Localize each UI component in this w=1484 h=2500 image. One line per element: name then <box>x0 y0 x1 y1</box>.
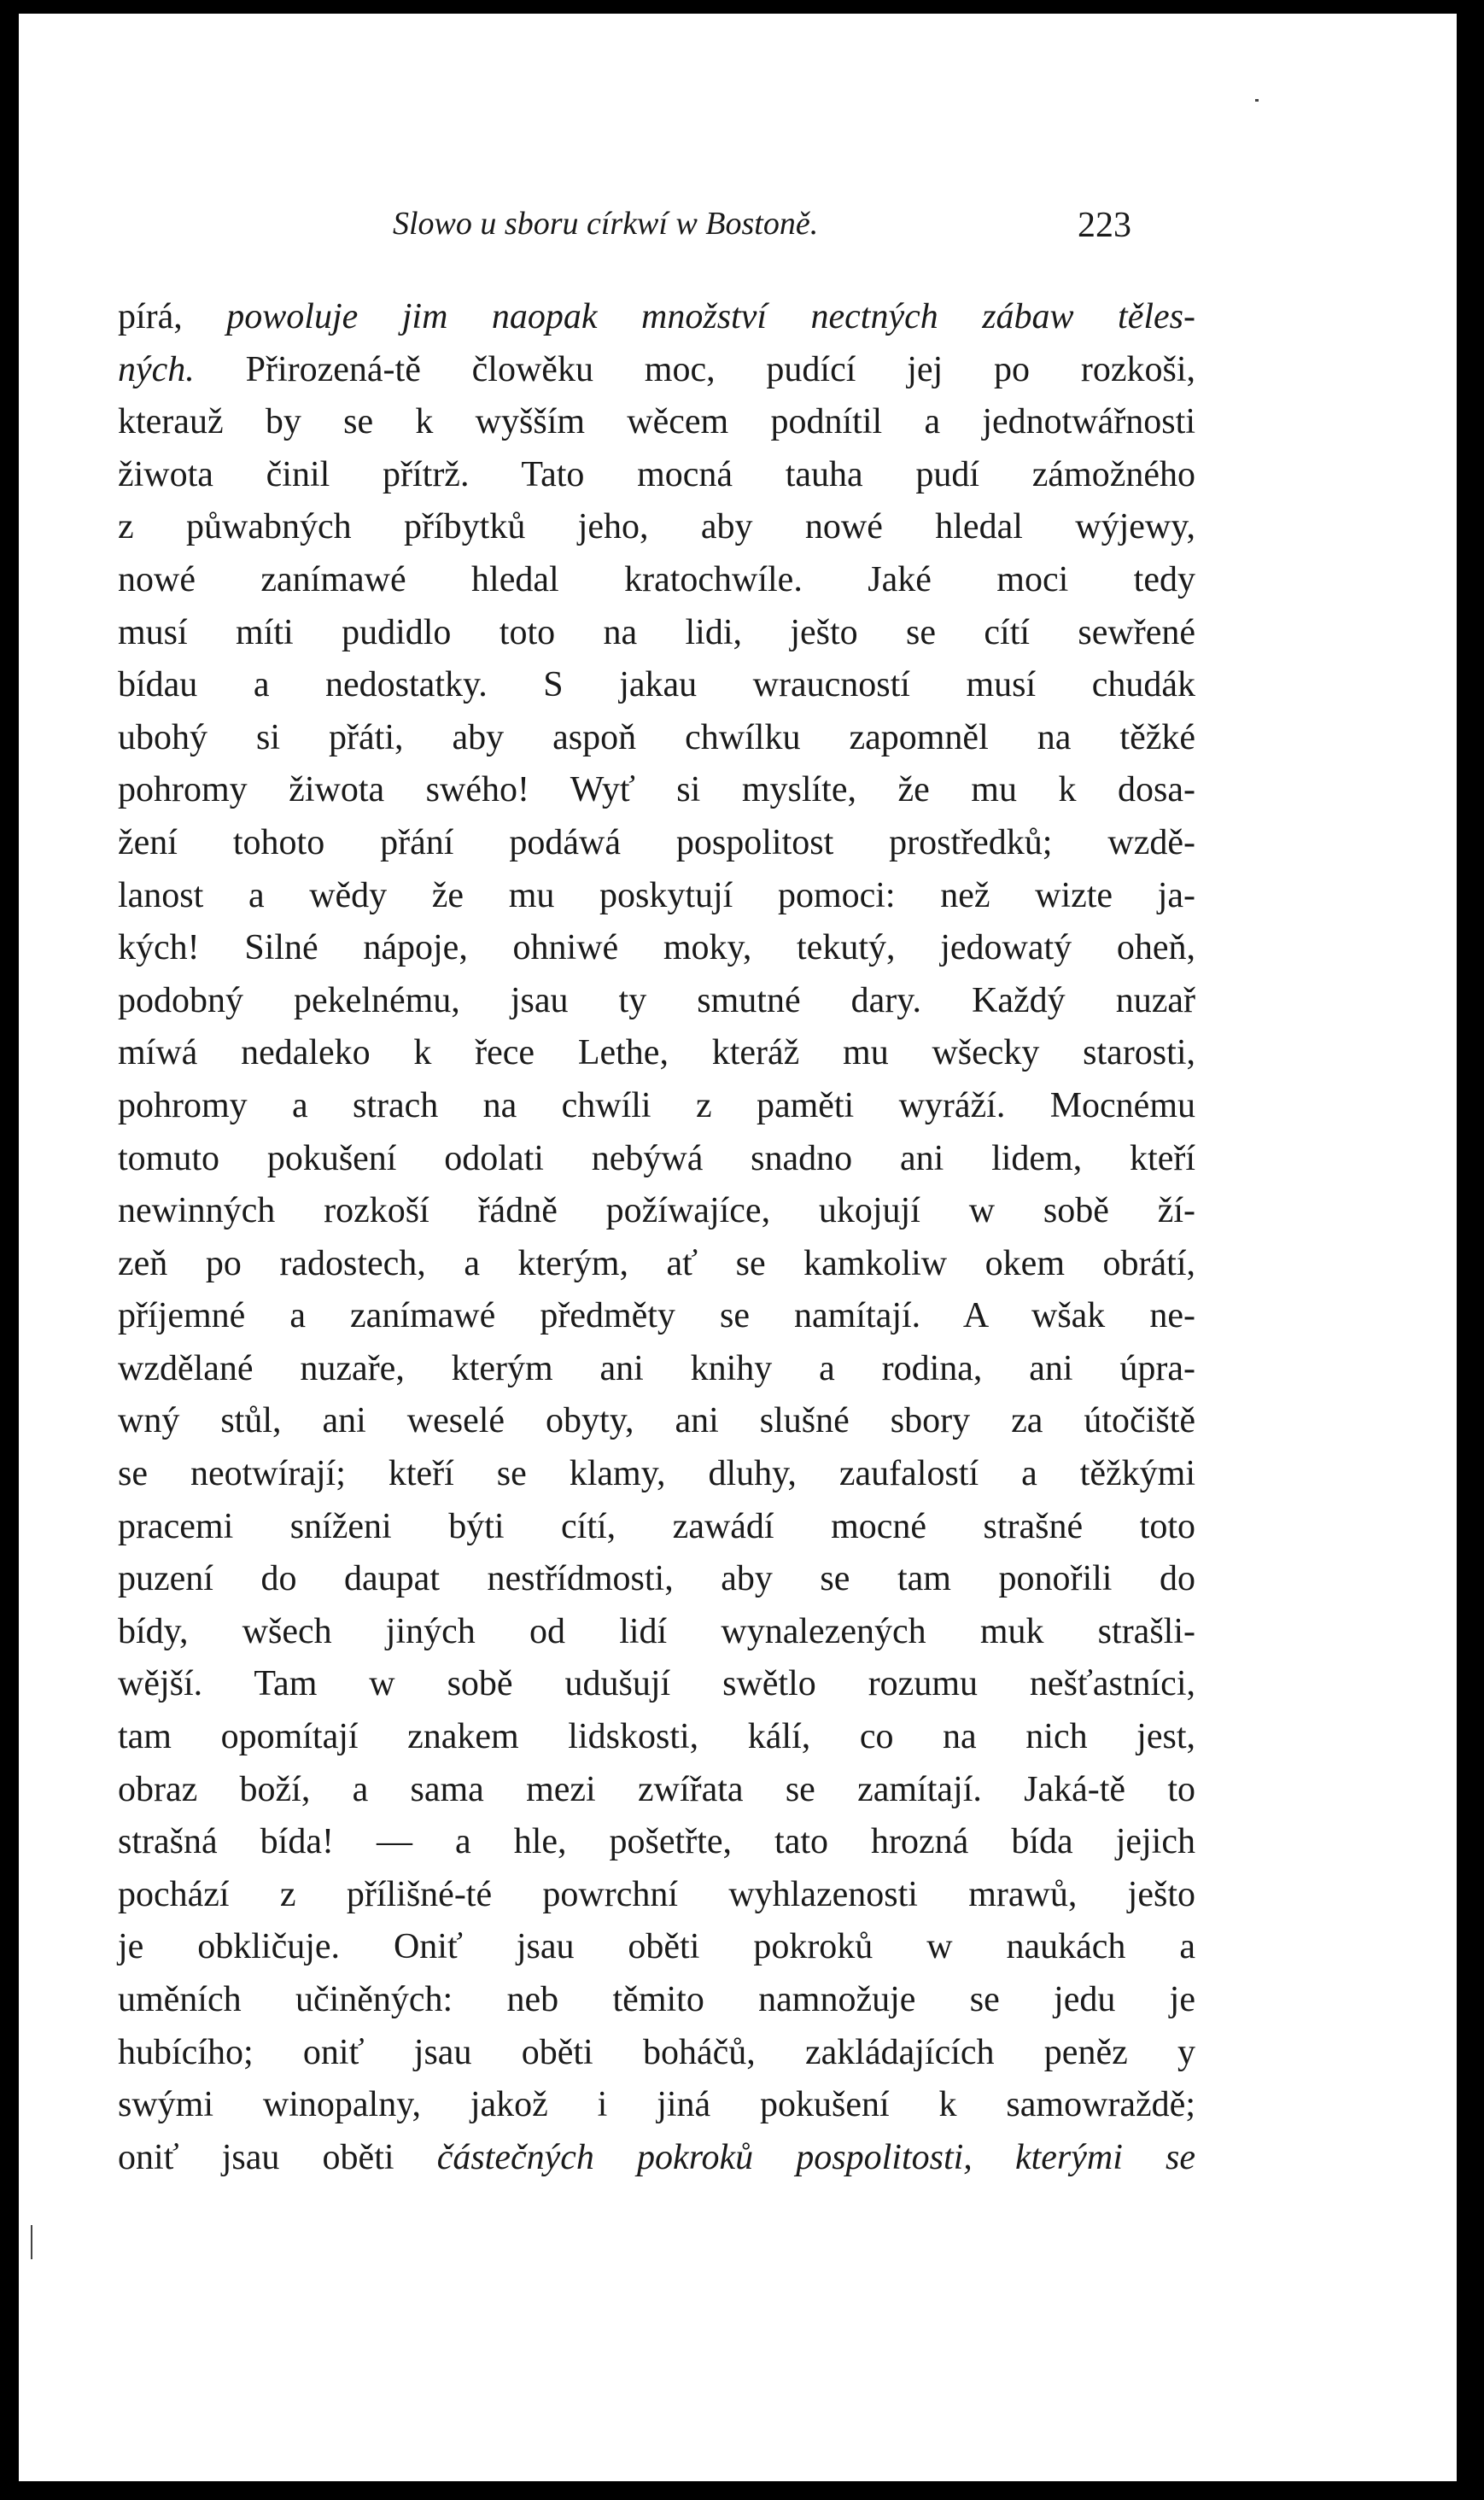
text-segment: musí míti pudidlo toto na lidi, ješto se cítí sewřené <box>118 612 1195 652</box>
text-segment: míwá nedaleko k řece Lethe, kteráž mu wšecky starosti, <box>118 1033 1195 1073</box>
text-line <box>118 554 1195 607</box>
text-segment: podobný pekelnému, jsau ty smutné dary. Každý nuzař <box>118 980 1195 1020</box>
text-segment: zeň po radostech, a kterým, ať se kamkoliw okem obrátí, <box>118 1243 1195 1283</box>
text-segment: oniť jsau oběti <box>118 2137 437 2177</box>
margin-mark <box>31 2225 32 2259</box>
text-segment: příjemné a zanímawé předměty se namítají. A wšak ne- <box>118 1296 1195 1336</box>
text-segment: částečných pokroků pospolitosti, kterými se <box>436 2137 1196 2177</box>
text-segment: newinných rozkoší řádně požíwajíce, ukojují w sobě ží- <box>118 1191 1195 1231</box>
text-segment: je obkličuje. Oniť jsau oběti pokroků w naukách a <box>118 1927 1195 1967</box>
page-number: 223 <box>1078 206 1131 245</box>
text-line <box>118 2027 1195 2080</box>
margin-mark <box>1255 99 1259 102</box>
text-line <box>118 396 1195 449</box>
text-line <box>118 1343 1195 1396</box>
text-segment: lanost a wědy že mu poskytují pomoci: než wizte ja- <box>118 875 1195 915</box>
text-line <box>118 764 1195 817</box>
text-segment: kých! Silné nápoje, ohniwé moky, tekutý, jedowatý oheň, <box>118 928 1195 968</box>
text-line <box>118 291 1195 344</box>
text-segment: tomuto pokušení odolati nebýwá snadno ani lidem, kteří <box>118 1138 1195 1178</box>
text-segment: Přirozená-tě člowěku moc, pudící jej po rozkoši, <box>194 349 1195 389</box>
text-line <box>118 1658 1195 1711</box>
body-text <box>118 291 1195 2184</box>
text-segment: ných. <box>118 349 195 389</box>
text-line <box>118 501 1195 554</box>
text-segment: obraz boží, a sama mezi zwířata se zamítají. Jaká-tě to <box>118 1769 1195 1809</box>
text-segment: uměních učiněných: neb těmito namnožuje se jedu je <box>118 1980 1195 2019</box>
text-segment: pohromy a strach na chwíli z paměti wyráží. Mocnému <box>118 1085 1195 1125</box>
text-line <box>118 1290 1195 1343</box>
text-line <box>118 1816 1195 1869</box>
text-line <box>118 1185 1195 1238</box>
text-line <box>118 344 1195 397</box>
text-segment: pírá, <box>118 297 227 336</box>
running-title: Slowo u sboru církwí w Bostoně. <box>393 206 819 242</box>
text-line <box>118 817 1195 870</box>
text-line <box>118 2079 1195 2132</box>
text-line <box>118 1553 1195 1606</box>
text-segment: pohromy žiwota swého! Wyť si myslíte, že mu k dosa- <box>118 770 1195 810</box>
text-segment: bídau a nedostatky. S jakau wraucností musí chudák <box>118 665 1195 705</box>
text-line <box>118 1869 1195 1922</box>
page-header <box>19 205 1457 256</box>
text-line <box>118 712 1195 765</box>
text-line <box>118 1133 1195 1186</box>
text-segment: kterauž by se k wyšším wěcem podnítil a jednotwářnosti <box>118 402 1195 442</box>
text-segment: pracemi sníženi býti cítí, zawádí mocné strašné toto <box>118 1506 1195 1546</box>
text-line <box>118 1448 1195 1501</box>
text-segment: se neotwírají; kteří se klamy, dluhy, zaufalostí a těžkými <box>118 1454 1195 1494</box>
text-line <box>118 1395 1195 1448</box>
text-segment: strašná bída! — a hle, pošetřte, tato hrozná bída jejich <box>118 1822 1195 1862</box>
text-segment: swými winopalny, jakož i jiná pokušení k samowraždě; <box>118 2085 1195 2125</box>
text-segment: bídy, wšech jiných od lidí wynalezených muk strašli- <box>118 1611 1195 1651</box>
text-line <box>118 870 1195 923</box>
text-line <box>118 1501 1195 1554</box>
text-line <box>118 659 1195 712</box>
text-line <box>118 1238 1195 1291</box>
book-page <box>19 14 1457 2481</box>
text-line <box>118 975 1195 1028</box>
text-line <box>118 1080 1195 1133</box>
text-line <box>118 607 1195 660</box>
text-segment: wější. Tam w sobě udušují swětlo rozumu nešťastníci, <box>118 1664 1195 1704</box>
text-line <box>118 449 1195 502</box>
text-segment: ubohý si přáti, aby aspoň chwílku zapomněl na těžké <box>118 717 1195 757</box>
text-line <box>118 1921 1195 1974</box>
text-segment: nowé zanímawé hledal kratochwíle. Jaké moci tedy <box>118 559 1195 599</box>
text-segment: z půwabných příbytků jeho, aby nowé hledal wýjewy, <box>118 507 1195 547</box>
text-segment: powoluje jim naopak množství nectných zábaw těles- <box>226 297 1195 336</box>
text-line <box>118 1606 1195 1659</box>
text-segment: žení tohoto přání podáwá pospolitost prostředků; wzdě- <box>118 822 1195 862</box>
text-line <box>118 1764 1195 1817</box>
text-segment: wzdělané nuzaře, kterým ani knihy a rodina, ani úpra- <box>118 1348 1195 1388</box>
text-segment: puzení do daupat nestřídmosti, aby se tam ponořili do <box>118 1559 1195 1599</box>
text-line <box>118 1711 1195 1764</box>
text-segment: wný stůl, ani weselé obyty, ani slušné sbory za útočiště <box>118 1401 1195 1441</box>
text-segment: hubícího; oniť jsau oběti boháčů, zakládajících peněz y <box>118 2032 1195 2072</box>
text-line <box>118 1027 1195 1080</box>
text-segment: žiwota činil přítrž. Tato mocná tauha pudí zámožného <box>118 454 1195 494</box>
text-segment: pochází z přílišné-té powrchní wyhlazenosti mrawů, ješto <box>118 1874 1195 1914</box>
text-line <box>118 1974 1195 2027</box>
text-line <box>118 2132 1195 2185</box>
text-segment: tam opomítají znakem lidskosti, kálí, co na nich jest, <box>118 1717 1195 1757</box>
text-line <box>118 922 1195 975</box>
